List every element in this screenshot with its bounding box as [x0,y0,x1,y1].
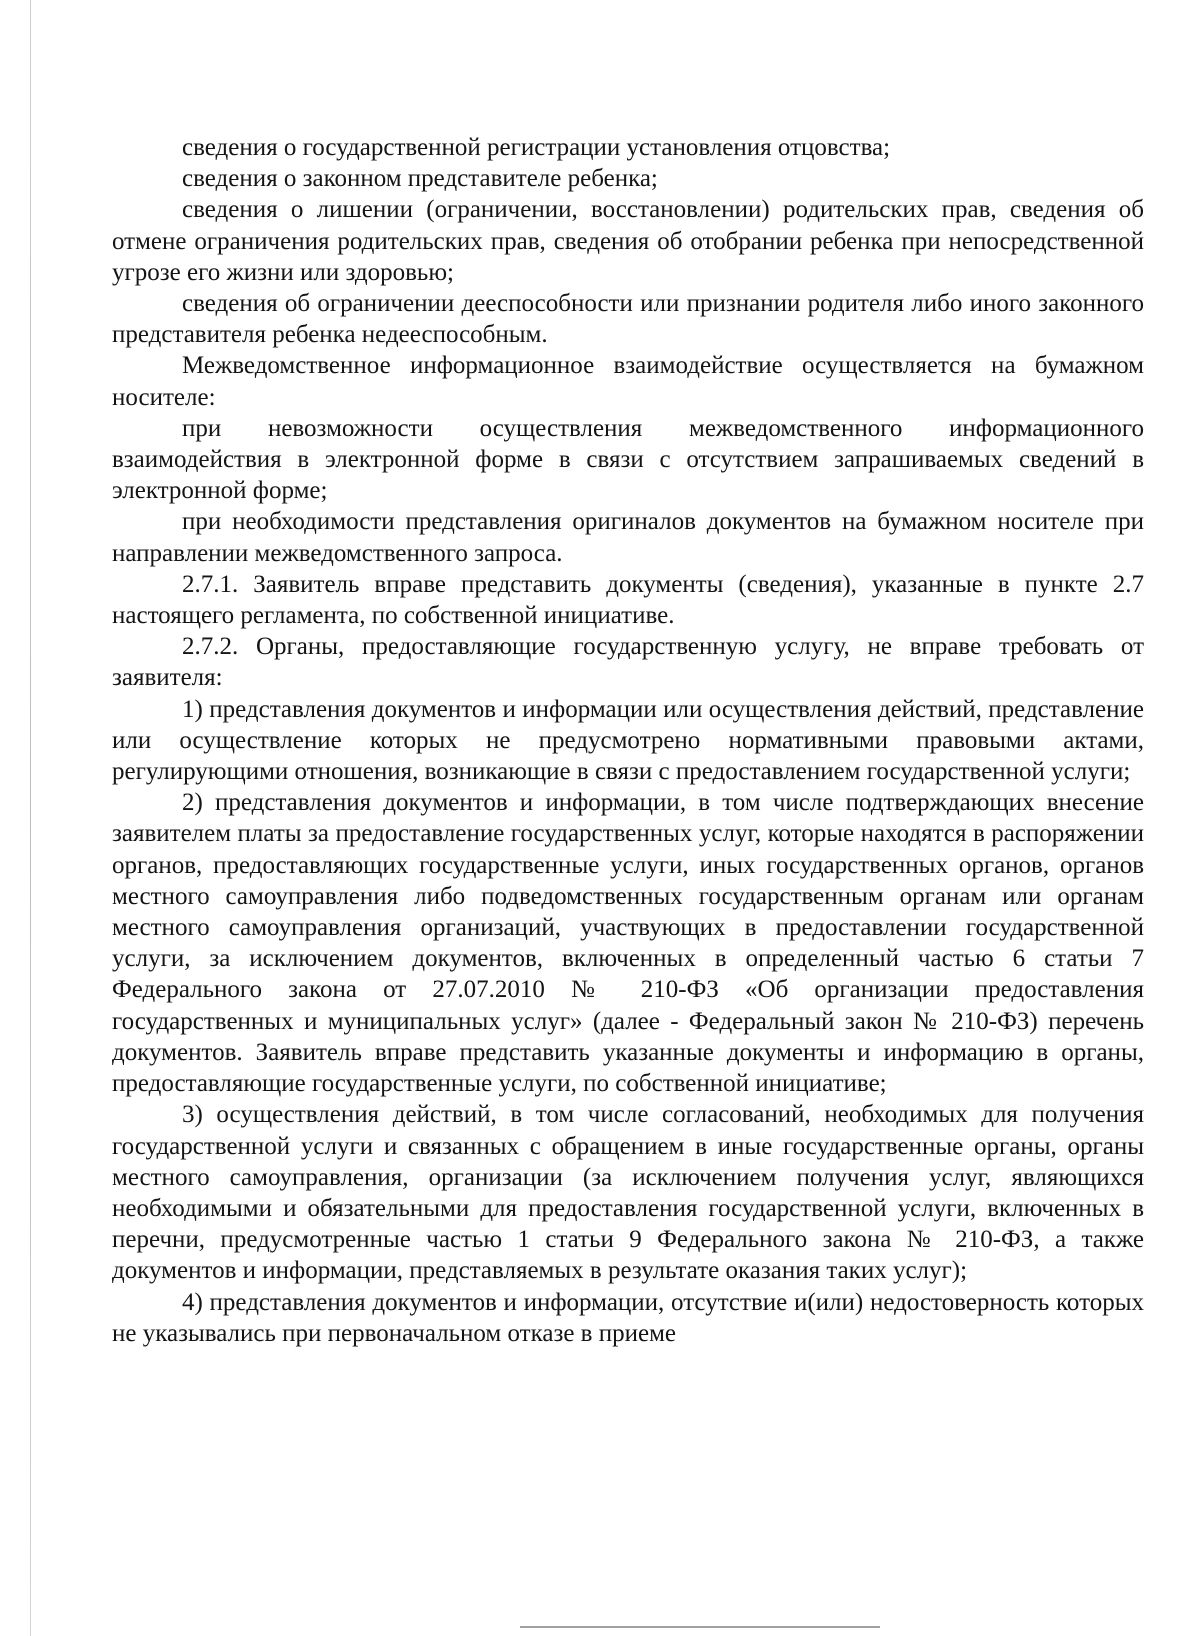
paragraph-2-7-2: 2.7.2. Органы, предоставляющие государственную услугу, не вправе требовать от заявителя: [112,633,1144,692]
paragraph-item-3: 3) осуществления действий, в том числе согласований, необходимых для получения государственной услуги и связанных с обращением в иные государственные органы, органы местного самоуправления, организации (за исключением получения услуг, являющихся необходимыми и обязательными для предоставления государственной услуги, включенных в перечни, предусмотренные частью 1 статьи 9 Федерального закона № 210-ФЗ, а также документов и информации, представляемых в результате оказания таких услуг); [112,1101,1144,1285]
paragraph-legal-capacity: сведения об ограничении дееспособности или признании родителя либо иного законного представителя ребенка недееспособным. [112,290,1144,349]
paragraph-no-electronic-form: при невозможности осуществления межведомственного информационного взаимодействия в электронной форме в связи с отсутствием запрашиваемых сведений в электронной форме; [112,414,1144,505]
paragraph-item-4: 4) представления документов и информации, отсутствие и(или) недостоверность которых не указывались при первоначальном отказе в приеме [112,1288,1144,1347]
scan-bottom-edge [520,1626,880,1628]
scan-edge-line [30,0,31,1636]
document-body [112,132,1144,1349]
paragraph-original-documents: при необходимости представления оригиналов документов на бумажном носителе при направлении межведомственного запроса. [112,508,1144,567]
paragraph-paper-interaction: Межведомственное информационное взаимодействие осуществляется на бумажном носителе: [112,352,1144,411]
paragraph-2-7-1: 2.7.1. Заявитель вправе представить документы (сведения), указанные в пункте 2.7 настоящего регламента, по собственной инициативе. [112,570,1144,630]
paragraph-legal-representative: сведения о законном представителе ребенка; [182,165,658,193]
paragraph-paternity-registration: сведения о государственной регистрации установления отцовства; [182,134,891,161]
paragraph-parental-rights: сведения о лишении (ограничении, восстановлении) родительских прав, сведения об отмене ограничения родительских прав, сведения об отобрании ребенка при непосредственной угрозе его жизни или здоровью; [112,196,1144,286]
paragraph-item-1: 1) представления документов и информации или осуществления действий, представление или осуществление которых не предусмотрено нормативными правовыми актами, регулирующими отношения, возникающие в связи с предоставлением государственной услуги; [112,695,1144,786]
paragraph-item-2: 2) представления документов и информации, в том числе подтверждающих внесение заявителем платы за предоставление государственных услуг, которые находятся в распоряжении органов, предоставляющих государственные услуги, иных государственных органов, органов местного самоуправления либо подведомственных государственным органам или органам местного самоуправления организаций, участвующих в предоставлении государственной услуги, за исключением документов, включенных в определенный частью 6 статьи 7 Федерального закона от 27.07.2010 № 210-ФЗ «Об организации предоставления государственных и муниципальных услуг» (далее - Федеральный закон № 210-ФЗ) перечень документов. Заявитель вправе представить указанные документы и информацию в органы, предоставляющие государственные услуги, по собственной инициативе; [112,789,1144,1098]
